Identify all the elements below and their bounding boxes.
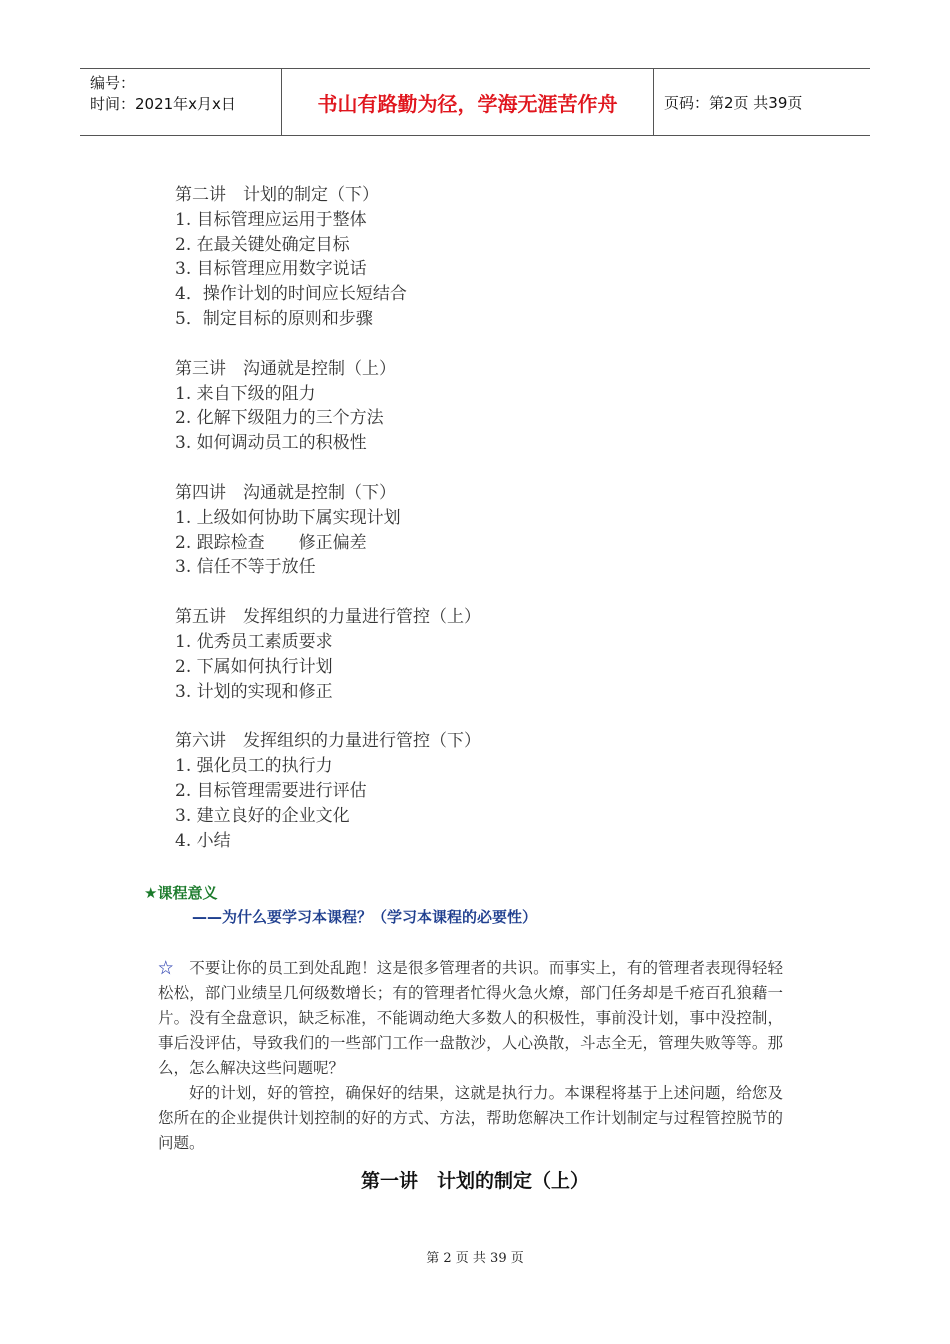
outline-section-6 <box>175 729 775 853</box>
course-outline <box>175 183 775 878</box>
header-page-number: 页码：第2页 共39页 <box>664 93 803 112</box>
outline-section-5 <box>175 605 775 704</box>
outline-item: 4．操作计划的时间应长短结合 <box>175 284 407 305</box>
page-header <box>80 68 870 136</box>
outline-section-title: 第六讲 发挥组织的力量进行管控（下） <box>175 731 481 752</box>
outline-section-title: 第四讲 沟通就是控制（下） <box>175 482 396 503</box>
significance-paragraph-1 <box>158 956 783 1081</box>
paragraph-1-text: 不要让你的员工到处乱跑！这是很多管理者的共识。而事实上，有的管理者表现得轻轻松松，部门业绩呈几何级数增长；有的管理者忙得火急火燎，部门任务却是千疮百孔狼藉一片。没有全盘意识，缺乏标准，不能调动绝大多数人的积极性，事前没计划，事中没控制，事后没评估，导致我们的一些部门工作一盘散沙，人心涣散，斗志全无，管理失败等等。那么，怎么解决这些问题呢？ <box>158 959 783 1077</box>
outline-item: 2. 目标管理需要进行评估 <box>175 780 367 801</box>
outline-item: 5．制定目标的原则和步骤 <box>175 308 373 329</box>
document-number-label: 编号： <box>90 74 136 92</box>
outline-section-title: 第五讲 发挥组织的力量进行管控（上） <box>175 607 481 628</box>
significance-body <box>158 956 783 1156</box>
outline-item: 1. 目标管理应运用于整体 <box>175 209 367 230</box>
outline-section-title: 第三讲 沟通就是控制（上） <box>175 358 396 379</box>
significance-paragraph-2: 好的计划，好的管控，确保好的结果，这就是执行力。本课程将基于上述问题，给您及您所在的企业提供计划控制的好的方式、方法，帮助您解决工作计划制定与过程管控脱节的问题。 <box>158 1084 783 1152</box>
outline-item: 2. 化解下级阻力的三个方法 <box>175 408 384 429</box>
star-outline-icon: ☆ <box>158 959 174 977</box>
outline-item: 3. 信任不等于放任 <box>175 557 316 578</box>
lecture-heading: 第一讲 计划的制定（上） <box>360 1170 589 1192</box>
significance-subheading: ——为什么要学习本课程？（学习本课程的必要性） <box>192 908 538 926</box>
header-info-cell <box>80 69 282 135</box>
outline-item: 1. 强化员工的执行力 <box>175 756 333 777</box>
outline-item: 2. 下属如何执行计划 <box>175 656 333 677</box>
outline-section-2 <box>175 183 775 332</box>
outline-section-3 <box>175 357 775 456</box>
page-footer: 第 2 页 共 39 页 <box>426 1251 524 1266</box>
outline-item: 3. 计划的实现和修正 <box>175 681 333 702</box>
document-date-label: 时间：2021年x月x日 <box>90 95 236 113</box>
outline-section-title: 第二讲 计划的制定（下） <box>175 185 379 205</box>
outline-item: 1. 优秀员工素质要求 <box>175 631 333 652</box>
header-motto: 书山有路勤为径，学海无涯苦作舟 <box>282 69 654 135</box>
outline-item: 2. 在最关键处确定目标 <box>175 234 350 255</box>
outline-item: 1. 上级如何协助下属实现计划 <box>175 507 401 528</box>
outline-item: 3. 目标管理应用数字说话 <box>175 259 367 280</box>
outline-item: 1. 来自下级的阻力 <box>175 383 316 404</box>
outline-item: 2. 跟踪检查 修正偏差 <box>175 532 367 553</box>
outline-section-4 <box>175 481 775 580</box>
outline-item: 3. 建立良好的企业文化 <box>175 805 350 826</box>
outline-item: 3. 如何调动员工的积极性 <box>175 433 367 454</box>
outline-item: 4. 小结 <box>175 830 231 851</box>
significance-heading: ★课程意义 <box>144 884 218 902</box>
